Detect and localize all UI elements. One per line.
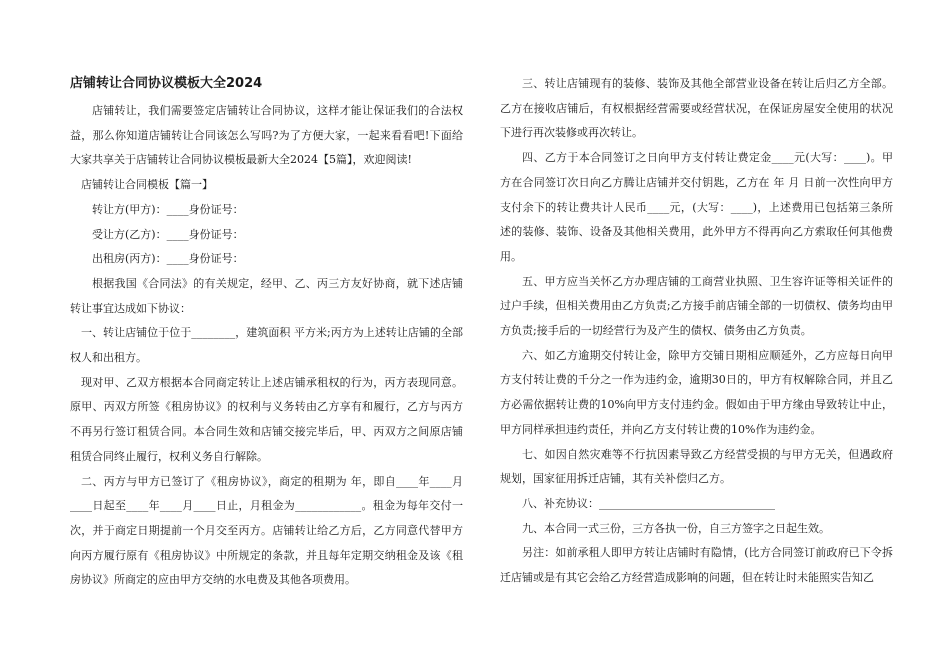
party-a-line: 转让方(甲方)：____身份证号：	[92, 202, 244, 216]
party-c-line: 出租房(丙方)：____身份证号：	[92, 252, 244, 266]
clause-1: 一、转让店铺位于位于________，建筑面积 平方米;丙方为上述转让店铺的全部权人和出租方。	[70, 326, 463, 365]
clause-8: 八、补充协议：________________________________	[522, 496, 775, 510]
clause-5: 五、甲方应当关怀乙方办理店铺的工商营业执照、卫生容许证等相关证件的过户手续，但相关费用由乙方负责;乙方接手前店铺全部的一切债权、债务均由甲方负责;接手后的一切经营行为及产生的债权、债务由乙方负责。	[500, 274, 893, 338]
clause-2: 二、丙方与甲方已签订了《租房协议》，商定的租期为 年，即自____年____月____日起至____年____月____日止，月租金为____________。租金为每年交付一次，并于商定日期提前一个月交至丙方。店铺转让给乙方后，乙方同意代替甲方向丙方履行原有《租房协议》中所规定的条款，并且每年定期交纳租金及该《租房协议》所商定的应由甲方交纳的水电费及其他各项费用。	[70, 474, 463, 587]
clause-9: 九、本合同一式三份，三方各执一份，自三方签字之日起生效。	[522, 521, 830, 535]
clause-4: 四、乙方于本合同签订之日向甲方支付转让费定金____元(大写：____)。甲方在合同签订次日向乙方腾让店铺并交付钥匙，乙方在 年 月 日前一次性向甲方支付余下的转让费共计人民币____元，(大写：____)，上述费用已包括第三条所述的装修、装饰、设备及其他相关费用，此外甲方不得再向乙方索取任何其他费用。	[500, 151, 893, 263]
document-title: 店铺转让合同协议模板大全2024	[70, 76, 263, 91]
party-b-line: 受让方(乙方)：____身份证号：	[92, 227, 244, 241]
note-paragraph: 另注：如前承租人即甲方转让店铺时有隐情，(比方合同签订前政府已下令拆迁店铺或是有其它会给乙方经营造成影响的问题，但在转让时未能照实告知乙	[500, 546, 893, 585]
right-column	[500, 72, 893, 591]
clause-6: 六、如乙方逾期交付转让金，除甲方交铺日期相应顺延外，乙方应每日向甲方支付转让费的千分之一作为违约金，逾期30日的，甲方有权解除合同，并且乙方必需依据转让费的10%向甲方支付违约金。假如由于甲方缘由导致转让中止，甲方同样承担违约责任，并向乙方支付转让费的10%作为违约金。	[500, 348, 893, 436]
left-column	[70, 72, 463, 593]
preamble-paragraph: 根据我国《合同法》的有关规定，经甲、乙、丙三方友好协商，就下述店铺转让事宜达成如下协议：	[70, 276, 463, 315]
section-heading: 店铺转让合同模板【篇一】	[81, 178, 213, 192]
clause-3: 三、转让店铺现有的装修、装饰及其他全部营业设备在转让后归乙方全部。乙方在接收店铺后，有权根据经营需要或经营状况，在保证房屋安全使用的状况下进行再次装修或再次转让。	[500, 77, 893, 140]
intro-paragraph: 店铺转让，我们需要签定店铺转让合同协议，这样才能让保证我们的合法权益，那么你知道店铺转让合同该怎么写吗?为了方便大家，一起来看看吧!下面给大家共享关于店铺转让合同协议模板最新大全2024【5篇】，欢迎阅读!	[70, 104, 463, 167]
clause-7: 七、如因自然灾难等不行抗因素导致乙方经营受损的与甲方无关，但遇政府规划，国家征用拆迁店铺，其有关补偿归乙方。	[500, 447, 893, 486]
clause-1-continued: 现对甲、乙双方根据本合同商定转让上述店铺承租权的行为，丙方表现同意。原甲、丙双方所签《租房协议》的权利与义务转由乙方享有和履行，乙方与丙方不再另行签订租赁合同。本合同生效和店铺交接完毕后，甲、丙双方之间原店铺租赁合同终止履行，权利义务自行解除。	[70, 375, 463, 463]
